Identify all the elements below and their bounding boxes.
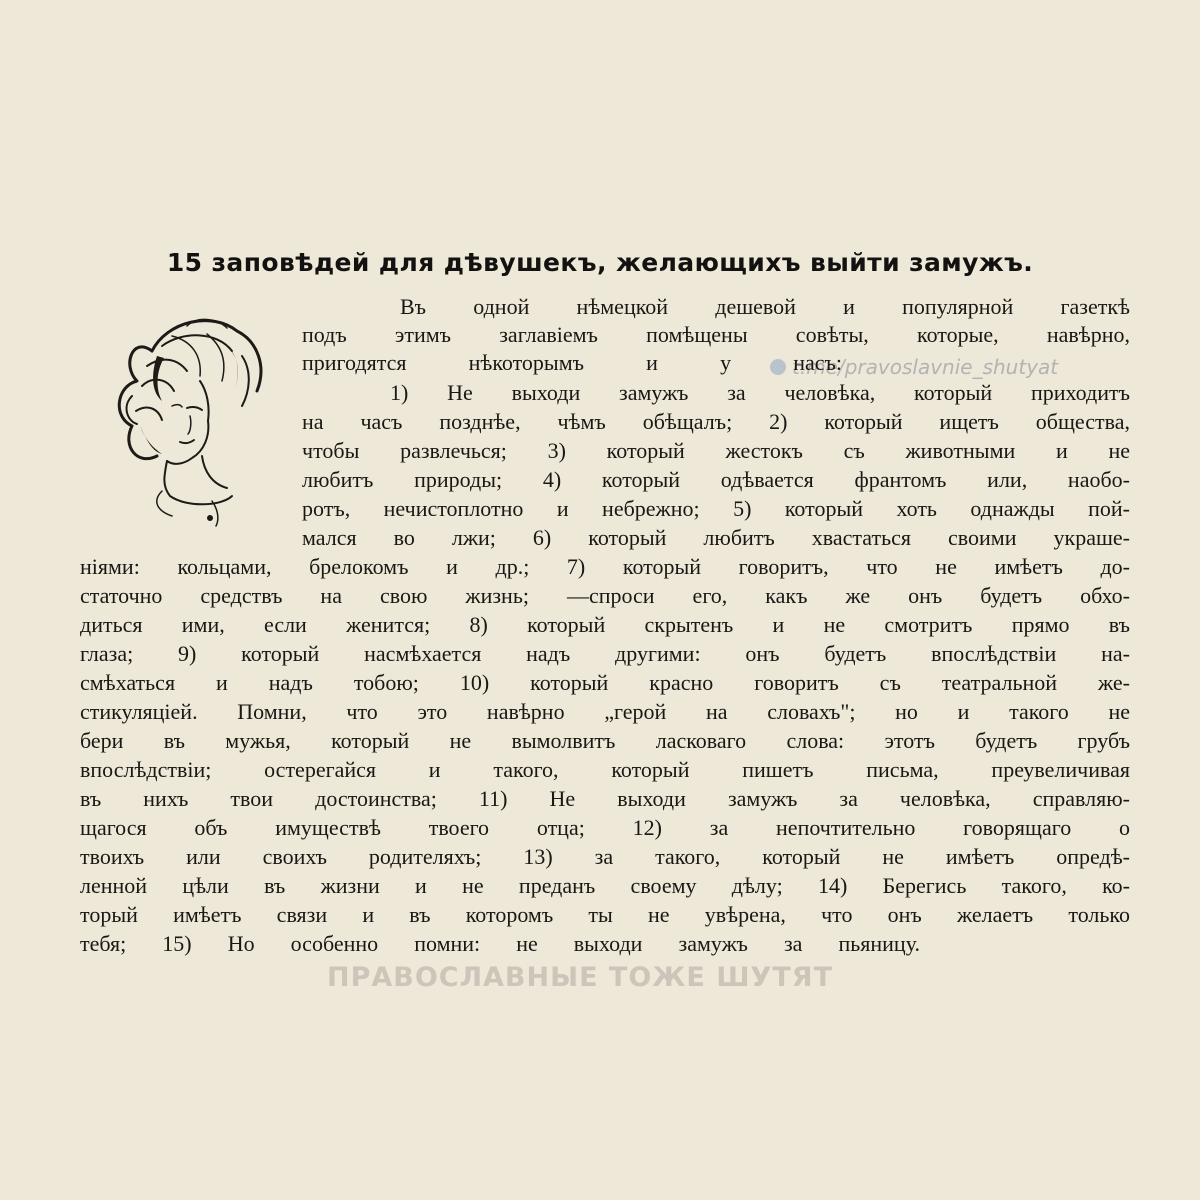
text-line: мался во лжи; 6) который любитъ хвастаться своими украше-	[302, 525, 1130, 550]
text-line: бери въ мужья, который не вымолвитъ ласковаго слова: этотъ будетъ грубъ	[80, 728, 1130, 753]
watermark-link-text: t.me/pravoslavnie_shutyat	[792, 355, 1059, 379]
text-line: впослѣдствіи; остерегайся и такого, который пишетъ письма, преувеличивая	[80, 757, 1130, 782]
text-line: пригодятся нѣкоторымъ и у насъ:	[302, 350, 842, 375]
text-line: стикуляціей. Помни, что это навѣрно „герой на словахъ"; но и такого не	[80, 699, 1130, 724]
text-line: чтобы развлечься; 3) который жестокъ съ животными и не	[302, 438, 1130, 463]
text-line: глаза; 9) который насмѣхается надъ другими: онъ будетъ впослѣдствіи на-	[80, 641, 1130, 666]
text-line: диться ими, если женится; 8) который скрытенъ и не смотритъ прямо въ	[80, 612, 1130, 637]
text-line: подъ этимъ заглавіемъ помѣщены совѣты, которые, навѣрно,	[302, 322, 1130, 347]
text-line: торый имѣетъ связи и въ которомъ ты не увѣрена, что онъ желаетъ только	[80, 902, 1130, 927]
text-line: любитъ природы; 4) который одѣвается франтомъ или, наобо-	[302, 467, 1130, 492]
text-line: 1) Не выходи замужъ за человѣка, который приходитъ	[390, 380, 1130, 405]
channel-watermark: ПРАВОСЛАВНЫЕ ТОЖЕ ШУТЯТ	[326, 962, 833, 993]
document-title: 15 заповѣдей для дѣвушекъ, желающихъ выйти замужъ.	[166, 248, 1034, 277]
text-line: твоихъ или своихъ родителяхъ; 13) за такого, который не имѣетъ опредѣ-	[80, 844, 1130, 869]
text-line: тебя; 15) Но особенно помни: не выходи замужъ за пьяницу.	[80, 931, 920, 956]
text-line: Въ одной нѣмецкой дешевой и популярной газеткѣ	[400, 294, 1130, 319]
text-line: смѣхаться и надъ тобою; 10) который красно говоритъ съ театральной же-	[80, 670, 1130, 695]
text-line: статочно средствъ на свою жизнь; —спроси его, какъ же онъ будетъ обхо-	[80, 583, 1130, 608]
text-line: ніями: кольцами, брелокомъ и др.; 7) который говоритъ, что не имѣетъ до-	[80, 554, 1130, 579]
text-line: ротъ, нечистоплотно и небрежно; 5) который хоть однажды пой-	[302, 496, 1130, 521]
text-line: на часъ позднѣе, чѣмъ обѣщалъ; 2) который ищетъ общества,	[302, 409, 1130, 434]
text-line: ленной цѣли въ жизни и не преданъ своему дѣлу; 14) Берегись такого, ко-	[80, 873, 1130, 898]
text-line: щагося объ имуществѣ твоего отца; 12) за непочтительно говорящаго о	[80, 815, 1130, 840]
text-line: въ нихъ твои достоинства; 11) Не выходи замужъ за человѣка, справляю-	[80, 786, 1130, 811]
woman-portrait-illustration	[92, 296, 292, 536]
